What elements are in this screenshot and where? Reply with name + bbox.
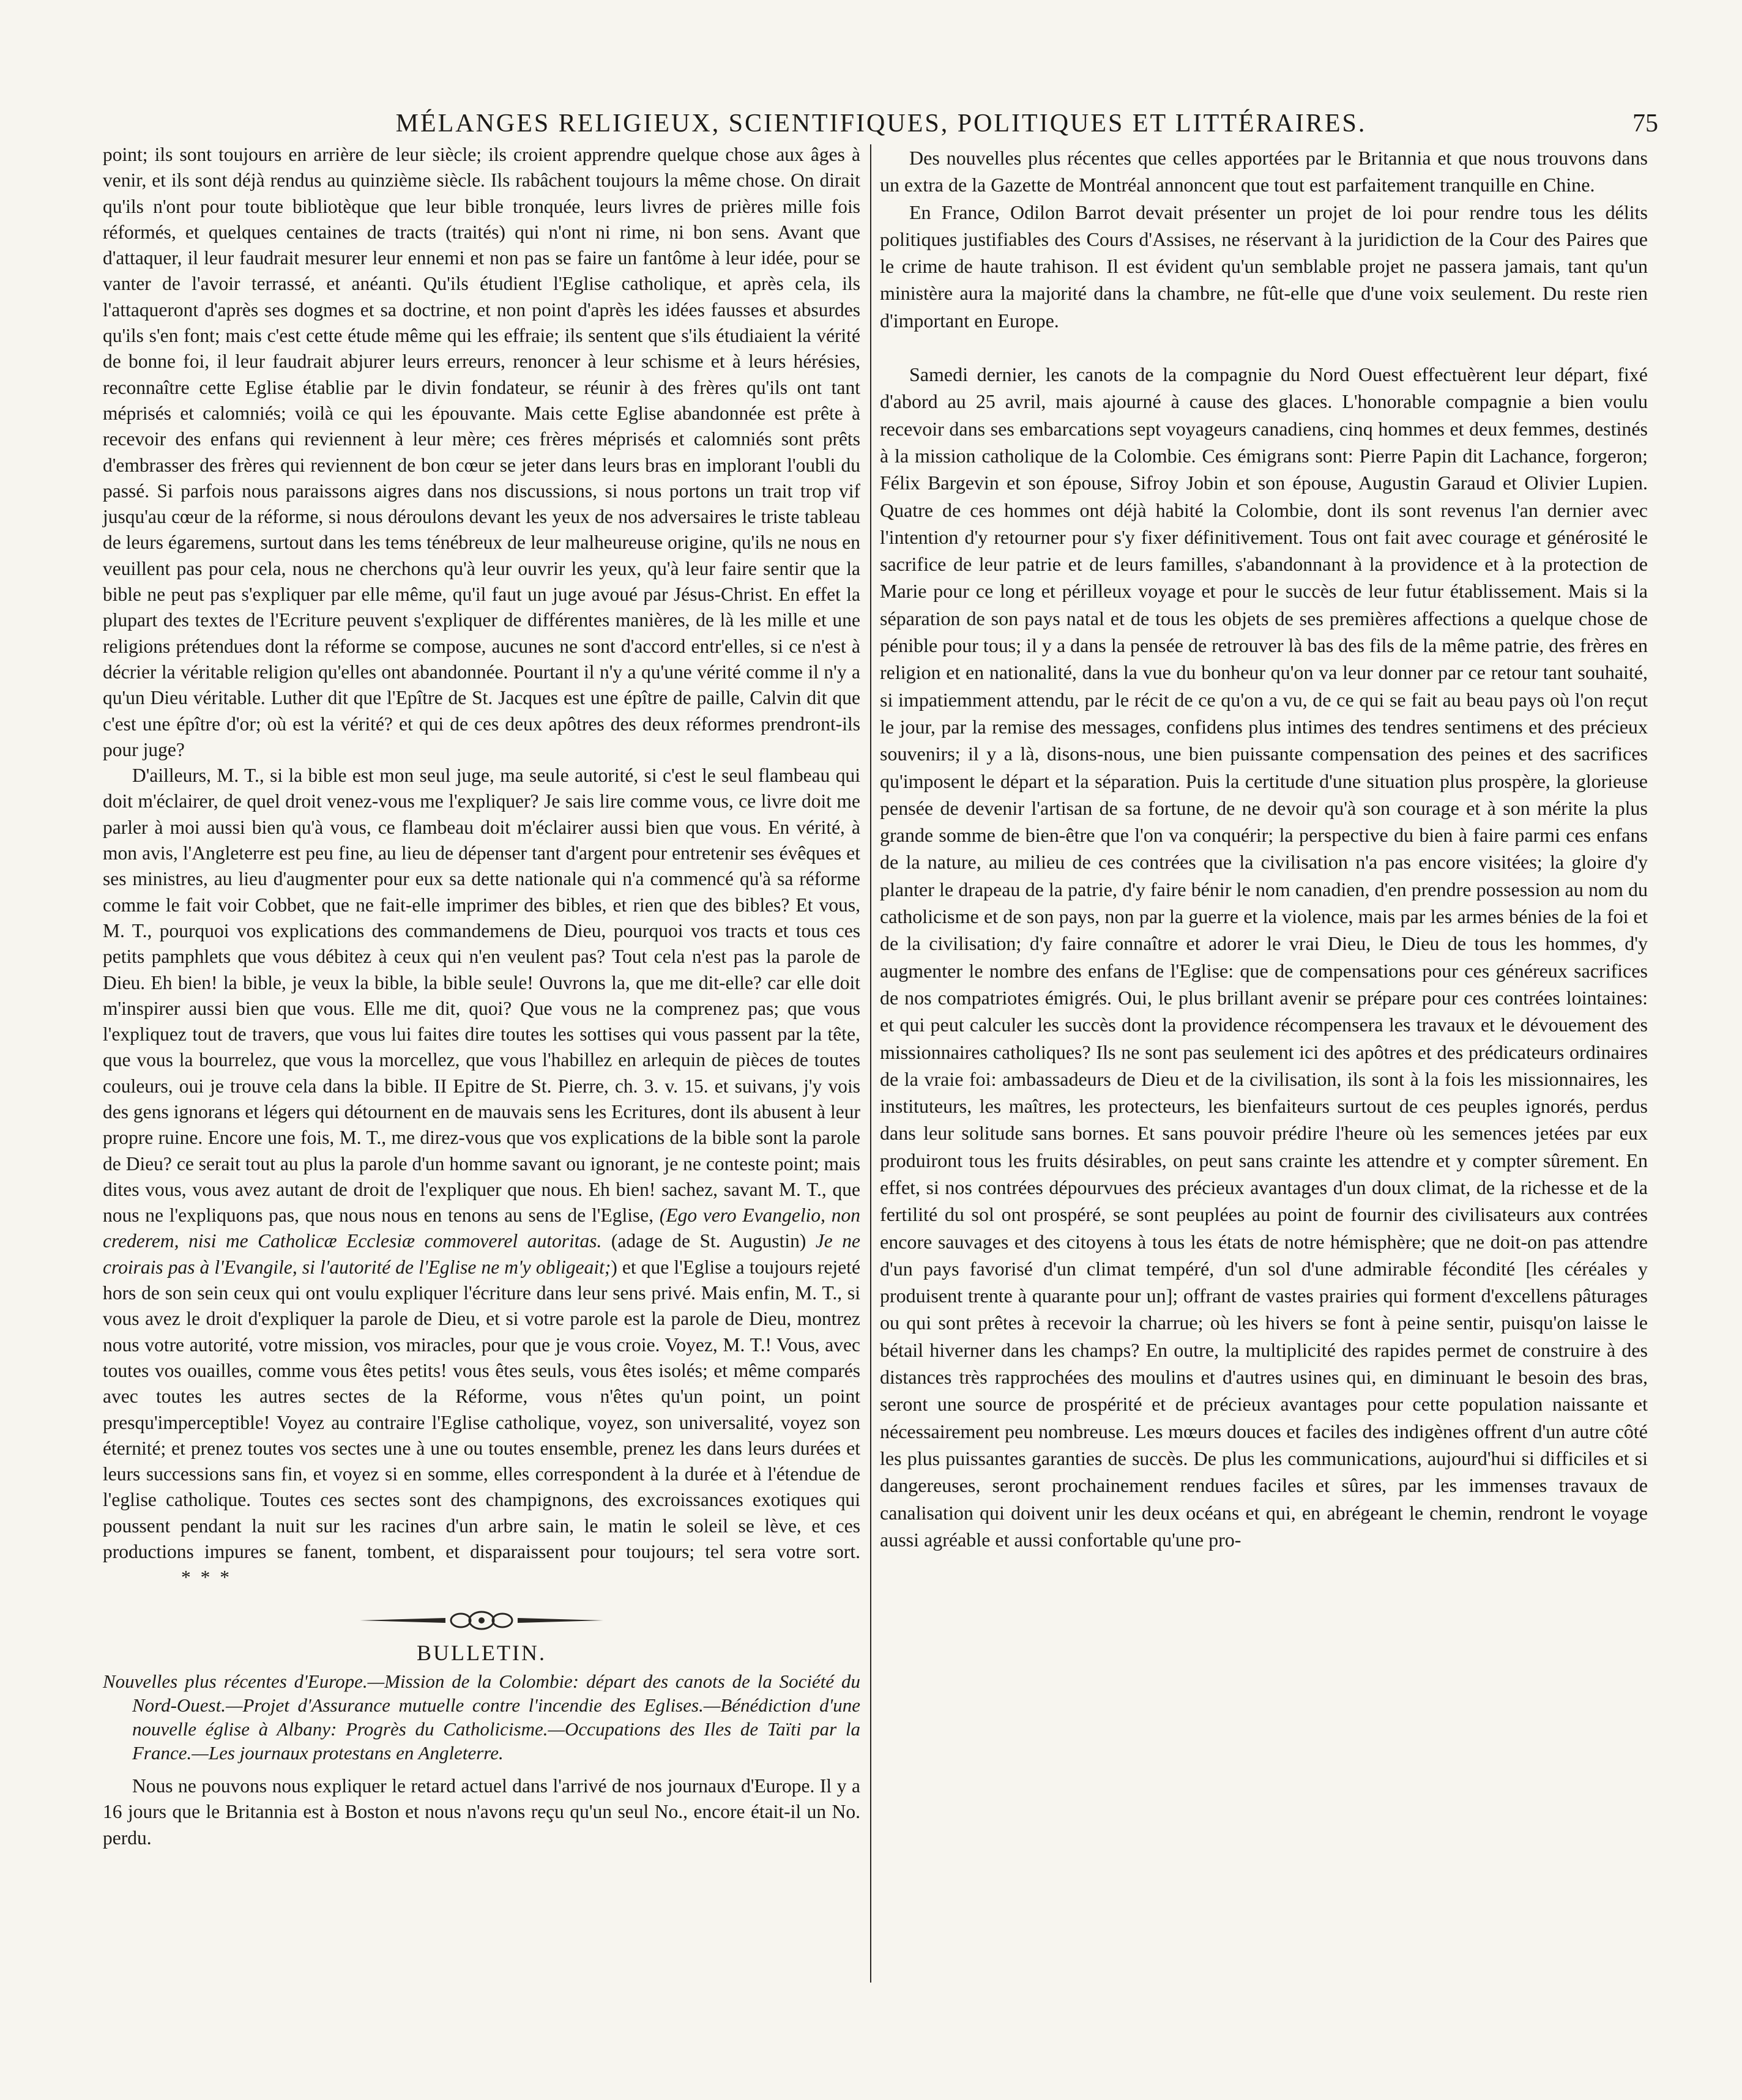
article-text: ) et que l'Eglise a toujours rejeté hors de son sein ceux qui ont voulu expliquer l'écriture dans leur sens privé. Mais enfin, M. T., si vous avez le droit d'expliquer la parole de Dieu, et si votre parole est la parole de Dieu, montrez nous votre autorité, votre mission, vos miracles, pour que je vous croie. Voyez, M. T.! Vous, avec toutes vos ouailles, comme vous êtes petits! vous êtes seuls, vous êtes isolés; et même comparés avec toutes les autres sectes de la Réforme, vous n'êtes qu'un point, un point presqu'imperceptible! Voyez au contraire l'Eglise catholique, voyez, son universalité, voyez son éternité; et prenez toutes vos sectes une à une ou toutes ensemble, prenez les dans leurs durées et leurs successions sans fin, et voyez si en somme, elles correspondent à la durée et à l'étendue de l'eglise catholique. Toutes ces sectes sont des champignons, des excroissances exotiques qui poussent pendant la nuit sur les racines d'un arbre sain, le matin le soleil se lève, et ces productions impures se fanent, tombent, et disparaissent pour toujours; tel sera votre sort. [103,1256,861,1563]
article-paragraph: En France, Odilon Barrot devait présenter un projet de loi pour rendre tous les délits politiques justifiables des Cours d'Assises, ne réservant à la juridiction de la Cour des Paires que le crime de haute trahison. Il est évident qu'un semblable projet ne passera jamais, tant qu'un ministère aura la majorité dans la chambre, ne fût-elle que d'une voix seulement. Du reste rien d'important en Europe. [880,201,1648,332]
running-title: MÉLANGES RELIGIEUX, SCIENTIFIQUES, POLITIQUES ET LITTÉRAIRES. [395,109,1367,138]
paragraph-gap [880,334,1648,361]
column-divider [870,144,871,1983]
article-paragraph [103,763,860,1591]
article-text: D'ailleurs, M. T., si la bible est mon seul juge, ma seule autorité, si c'est le seul flambeau qui doit m'éclairer, de quel droit venez-vous me l'expliquer? Je sais lire comme vous, ce livre doit me parler à moi aussi bien qu'à vous, ce flambeau doit m'éclairer aussi bien que vous. En vérité, à mon avis, l'Angleterre est peu fine, au lieu de dépenser tant d'argent pour entretenir ses évêques et ses ministres, au lieu d'augmenter pour eux sa dette nationale qui n'a commencé qu'à sa réforme comme le fait voir Cobbet, que ne fait-elle imprimer des bibles, et rien que des bibles? Et vous, M. T., pourquoi vos explications des commandemens de Dieu, pourquoi vos tracts et tous ces petits pamphlets que vous débitez à ceux qui n'en veulent pas? Tout cela n'est pas la parole de Dieu. Eh bien! la bible, je veux la bible, la bible seule! Ouvrons la, que me dit-elle? car elle doit m'inspirer aussi bien que vous. Elle me dit, quoi? Que vous ne la comprenez pas; que vous l'expliquez tout de travers, que vous lui faites dire toutes les sottises qui vous passent par la tête, que vous la bourrelez, que vous la morcellez, que vous l'habillez en arlequin de pièces de toutes couleurs, oui je trouve cela dans la bible. II Epitre de St. Pierre, ch. 3. v. 15. et suivans, j'y vois des gens ignorans et légers qui détournent en de mauvais sens les Ecritures, dont ils abusent à leur propre ruine. Encore une fois, M. T., me direz-vous que vos explications de la bible sont la parole de Dieu? ce serait tout au plus la parole d'un homme savant ou ignorant, je ne conteste point; mais dites vous, vous avez autant de droit de l'expliquer que nous. Eh bien! sachez, savant M. T., que nous ne l'expliquons pas, que nous nous en tenons au sens de l'Eglise, [103,765,860,1226]
right-column [880,144,1648,1553]
left-column [103,142,860,1851]
page-header [104,109,1658,146]
quote-attribution: (adage de St. Augustin) [611,1230,806,1252]
bulletin-summary: Nouvelles plus récentes d'Europe.—Mission de la Colombie: départ des canots de la Société du Nord-Ouest.—Projet d'Assurance mutuelle contre l'incendie des Eglises.—Bénédiction d'une nouvelle église à Albany: Progrès du Catholicisme.—Occupations des Iles de Taïti par la France.—Les journaux protestans en Angleterre. [103,1670,860,1764]
ornament-divider [103,1607,860,1634]
article-paragraph: Samedi dernier, les canots de la compagnie du Nord Ouest effectuèrent leur départ, fixé d'abord au 25 avril, mais ajourné à cause des glaces. L'honorable compagnie a bien voulu recevoir dans ses embarcations sept voyageurs canadiens, cinq hommes et deux femmes, destinés à la mission catholique de la Colombie. Ces émigrans sont: Pierre Papin dit Lachance, forgeron; Félix Bargevin et son épouse, Sifroy Jobin et son épouse, Augustin Garaud et Olivier Lupien. Quatre de ces hommes ont déjà habité la Colombie, dont ils sont revenus l'an dernier avec l'intention d'y retourner pour s'y fixer définitivement. Tous ont fait avec courage et générosité le sacrifice de leur patrie et de leurs familles, s'abandonnant à la providence et à la protection de Marie pour ce long et périlleux voyage et pour le succès de leur futur établissement. Mais si la séparation de son pays natal et de tous les objets de ses premières affections a quelque chose de pénible pour tous; il y a dans la pensée de retrouver là bas des fils de la même patrie, des frères en religion et en nationalité, dans la vue du bonheur qu'on va leur donner par ce retour tant souhaité, si impatiemment attendu, par le récit de ce qu'on a vu, de ce qui se fait au beau pays où l'on reçut le jour, par la remise des messages, confidens plus intimes des tendres sentimens et des précieux souvenirs; il y a là, disons-nous, une bien puissante compensation des peines et des sacrifices qu'imposent le départ et la séparation. Puis la certitude d'une situation plus prospère, la glorieuse pensée de devenir l'artisan de sa fortune, de ne devoir qu'à son courage et à son mérite la plus grande somme de bien-être que l'on va conquérir; la perspective du bien à faire parmi ces enfans de la nature, au milieu de ces contrées que la civilisation n'a pas encore visitées; la gloire d'y planter le drapeau de la patrie, d'y faire bénir le nom canadien, d'en prendre possession au nom du catholicisme et de son pays, non par la guerre et la violence, mais par les armes bénies de la foi et de la civilisation; d'y faire connaître et adorer le vrai Dieu, le Dieu de tous les hommes, d'y augmenter le nombre des enfans de l'Eglise: que de compensations pour ces généreux sacrifices de nos compatriotes émigrés. Oui, le plus brillant avenir se prépare pour ces contrées lointaines: et qui peut calculer les succès dont la providence récompensera les travaux et le dévouement des missionnaires catholiques? Ils ne sont pas seulement ici des apôtres et des prédicateurs ordinaires de la vraie foi: ambassadeurs de Dieu et de la civilisation, ils sont à la fois les missionnaires, les instituteurs, les maîtres, les protecteurs, les bienfaiteurs surtout de ces peuples ignorés, perdus dans leur solitude sans bornes. Et sans pouvoir prédire l'heure où les semences jetées par eux produiront tous les fruits désirables, on peut sans crainte les attendre et y compter sûrement. En effet, si nos contrées dépourvues des précieux avantages d'un doux climat, de la richesse et de la fertilité du sol ont prospéré, se sont peuplées au point de fournir des civilisateurs aux contrées encore sauvages et des citoyens à tous les états de notre hémisphère; que ne doit-on pas attendre d'un pays favorisé d'un climat tempéré, d'un sol d'une admirable fécondité [les céréales y produisent trente à quarante pour un]; offrant de vastes prairies qui forment d'excellens pâturages ou qui sont prêtes à recevoir la charrue; où les hivers se font à peine sentir, puisqu'on laisse le bétail hiverner dans les champs? En outre, la multiplicité des rapides permet de construire à des distances très rapprochées des moulins et d'autres usines qui, en diminuant le besoin des bras, seront une source de prospérité et de précieux avantages pour cette population naissante et nécessairement peu nombreuse. Les mœurs douces et faciles des indigènes offrent d'un autre côté les plus puissantes garanties de succès. De plus les communications, aujourd'hui si difficiles et si dangereuses, seront prochainement rendues faciles et sûres, par les immenses travaux de canalisation qui doivent unir les deux océans et qui, en abrégeant le chemin, rendront le voyage aussi agréable et aussi confortable qu'une pro- [880,363,1648,1551]
french-quote: Je ne croirais pas à l'Evangile, si l'autorité de l'Eglise ne m'y obligeait; [103,1230,860,1278]
section-stars: * * * [181,1567,232,1589]
page-number: 75 [1632,109,1658,138]
article-paragraph: point; ils sont toujours en arrière de leur siècle; ils croient apprendre quelque chose aux âges à venir, et ils sont déjà rendus au quinzième siècle. Ils rabâchent toujours la même chose. On dirait qu'ils n'ont pour toute bibliotèque que leur bible tronquée, leurs livres de prières mille fois réformés, et quelques centaines de tracts (traités) qui n'ont ni rime, ni bon sens. Avant que d'attaquer, il leur faudrait mesurer leur ennemi et non pas se faire un fantôme à leur idée, pour se vanter de l'avoir terrassé, et anéanti. Qu'ils étudient l'Eglise catholique, et après cela, ils l'attaqueront d'après ses dogmes et sa doctrine, et non point d'après les idées fausses et absurdes qu'ils s'en font; mais c'est cette étude même qui les effraie; ils sentent que s'ils étudiaient la vérité de bonne foi, il leur faudrait abjurer leurs erreurs, renoncer à leur schisme et à leurs hérésies, reconnaître cette Eglise établie par le divin fondateur, se réunir à des frères qu'ils ont tant méprisés et calomniés; voilà ce qui les épouvante. Mais cette Eglise abandonnée est prête à recevoir des enfans qui reviennent à leur mère; ces frères méprisés et calomniés sont prêts d'embrasser des frères qui reviennent de bon cœur se jeter dans leurs bras en implorant l'oubli du passé. Si parfois nous paraissons aigres dans nos discussions, si nous portons un trait trop vif jusqu'au cœur de la réforme, si nous déroulons devant les yeux de nos adversaires le triste tableau de leurs égaremens, surtout dans les tems ténébreux de leur malheureuse origine, qu'ils ne nous en veuillent pas pour cela, nous ne cherchons qu'à leur ouvrir les yeux, qu'à leur faire sentir que la bible ne peut pas s'expliquer par elle même, qu'il faut un juge avoué par Jésus-Christ. En effet la plupart des textes de l'Ecriture peuvent s'expliquer de différentes manières, de là les mille et une religions prétendues dont la réforme se compose, aucunes ne sont d'accord entr'elles, si ce n'est à décrier la véritable religion qu'elles ont abandonnée. Pourtant il n'y a qu'une vérité comme il n'y a qu'un Dieu véritable. Luther dit que l'Epître de St. Jacques est une épître de paille, Calvin dit que c'est une épître d'or; où est la vérité? et qui de ces deux apôtres des deux réformes prendront-ils pour juge? [103,144,860,760]
article-paragraph: Nous ne pouvons nous expliquer le retard actuel dans l'arrivé de nos journaux d'Europe. Il y a 16 jours que le Britannia est à Boston et nous n'avons reçu qu'un seul No., encore était-il un No. perdu. [103,1775,860,1849]
latin-quote: (Ego vero Evangelio, non crederem, nisi me Catholicæ Ecclesiæ commoverel autoritas. [103,1204,860,1252]
article-paragraph: Des nouvelles plus récentes que celles apportées par le Britannia et que nous trouvons dans un extra de la Gazette de Montréal annoncent que tout est parfaitement tranquille en Chine. [880,147,1648,196]
bulletin-title: BULLETIN. [417,1640,546,1665]
ornament-divider-icon [103,1607,860,1634]
